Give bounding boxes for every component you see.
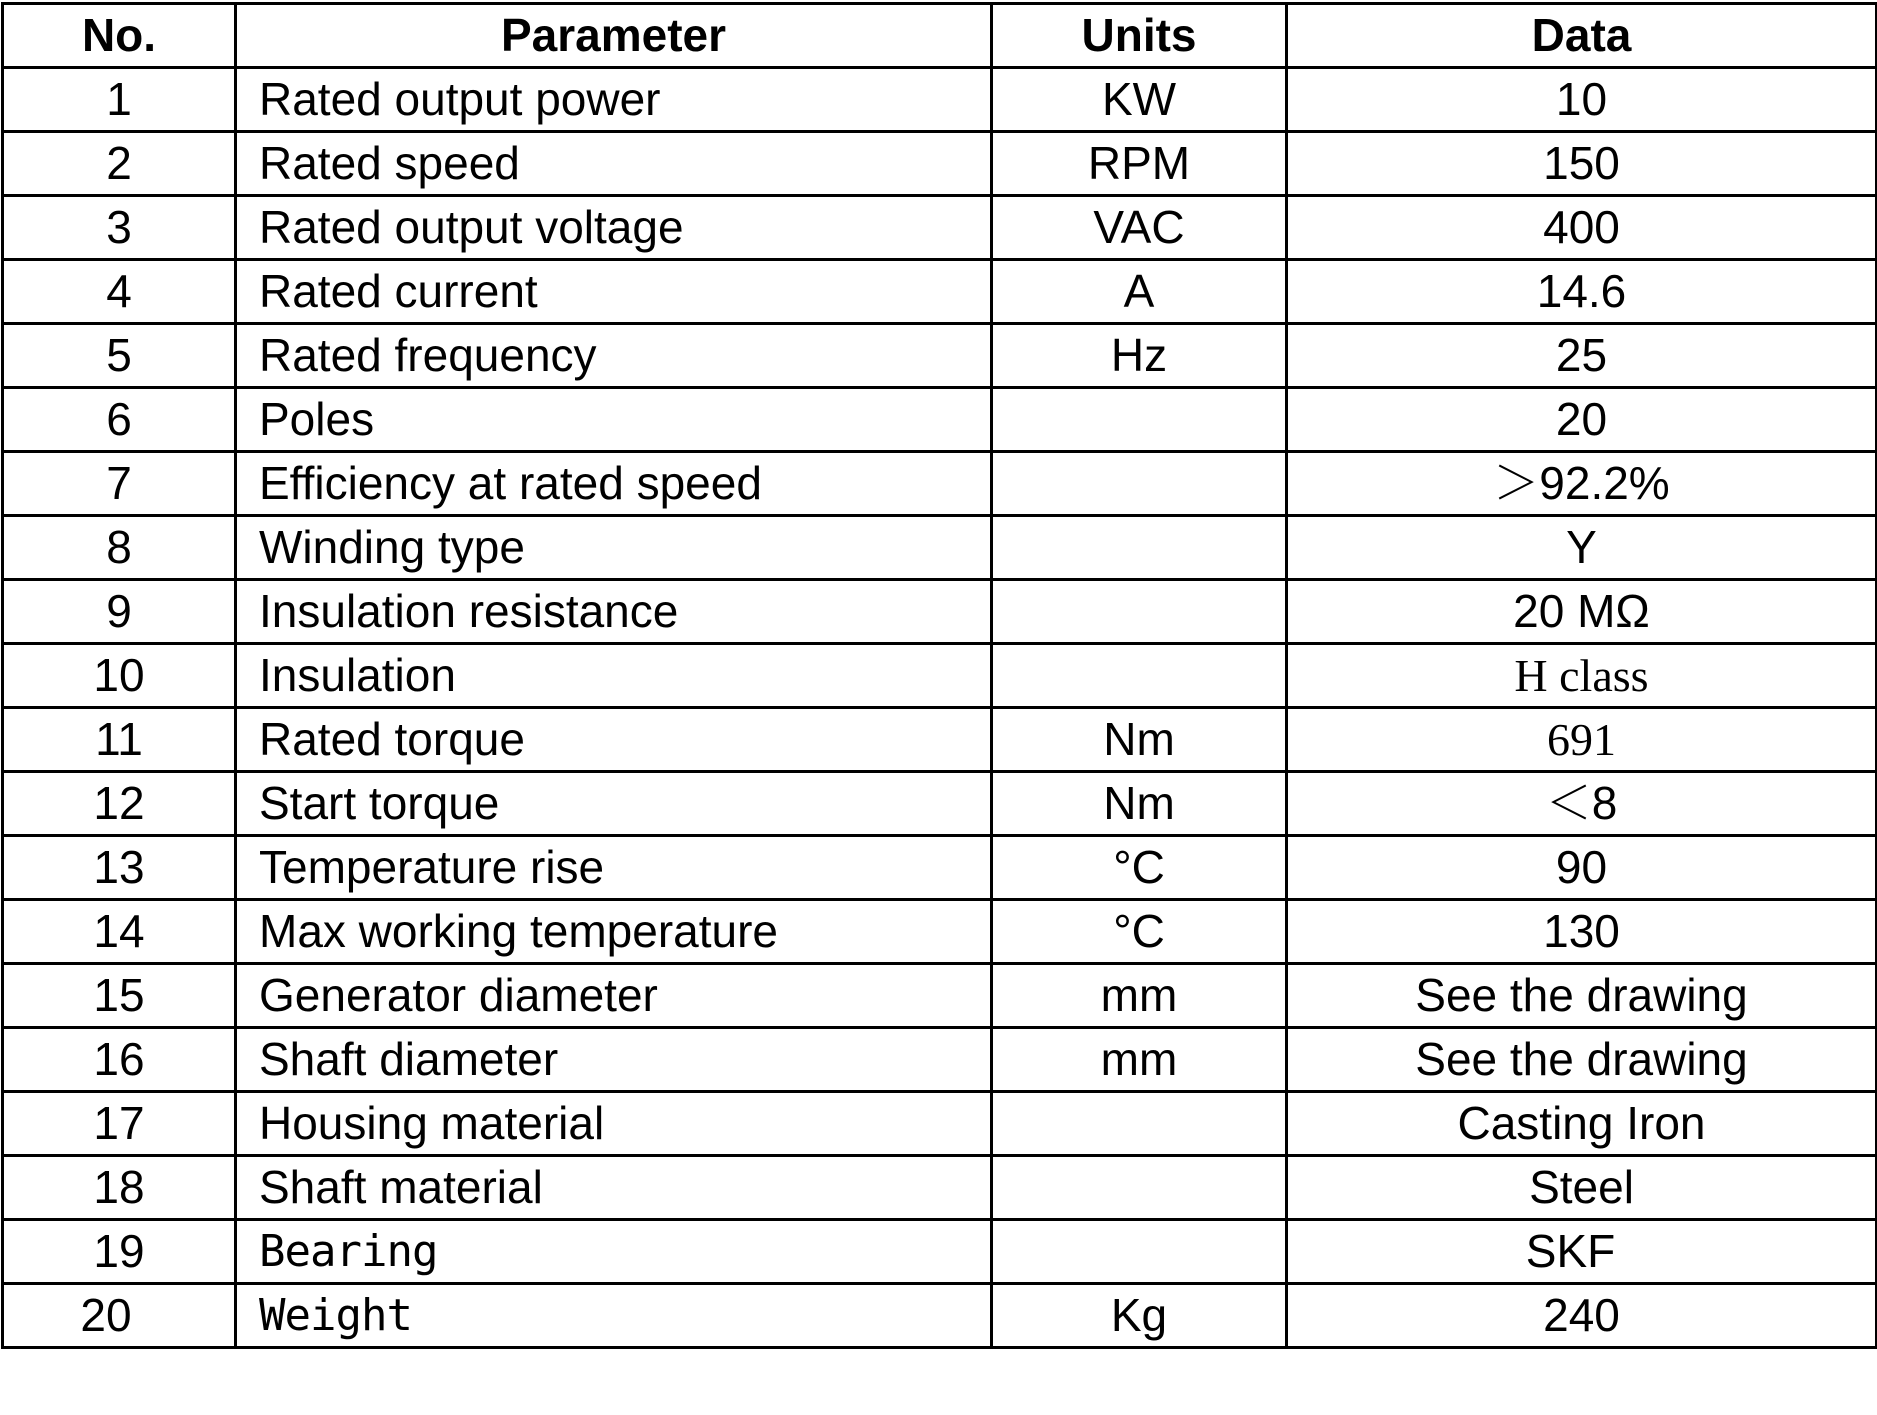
row-units <box>992 452 1287 516</box>
row-no: 19 <box>3 1220 236 1284</box>
header-units: Units <box>992 4 1287 68</box>
table-row <box>3 68 1877 132</box>
table-row <box>3 196 1877 260</box>
row-data: 25 <box>1287 324 1877 388</box>
table-row <box>3 1284 1877 1348</box>
row-units: Kg <box>992 1284 1287 1348</box>
table-row <box>3 1220 1877 1284</box>
row-data: Casting Iron <box>1287 1092 1877 1156</box>
row-units: mm <box>992 964 1287 1028</box>
row-data: 150 <box>1287 132 1877 196</box>
header-parameter: Parameter <box>236 4 992 68</box>
row-no: 18 <box>3 1156 236 1220</box>
header-data: Data <box>1287 4 1877 68</box>
table-row <box>3 708 1877 772</box>
row-no: 5 <box>3 324 236 388</box>
row-units <box>992 1220 1287 1284</box>
row-no: 6 <box>3 388 236 452</box>
table-row <box>3 324 1877 388</box>
row-units: Nm <box>992 708 1287 772</box>
row-parameter: Rated speed <box>236 132 992 196</box>
row-no: 1 <box>3 68 236 132</box>
table-row <box>3 1092 1877 1156</box>
row-data: 20 MΩ <box>1287 580 1877 644</box>
row-data: ＞92.2% <box>1287 452 1877 516</box>
row-units: mm <box>992 1028 1287 1092</box>
row-parameter: Rated frequency <box>236 324 992 388</box>
row-units: °C <box>992 900 1287 964</box>
row-no: 13 <box>3 836 236 900</box>
table-row <box>3 836 1877 900</box>
table-row <box>3 964 1877 1028</box>
row-no: 4 <box>3 260 236 324</box>
row-units <box>992 580 1287 644</box>
row-data: 400 <box>1287 196 1877 260</box>
row-units <box>992 644 1287 708</box>
row-parameter: Max working temperature <box>236 900 992 964</box>
row-no: 20 <box>3 1284 236 1348</box>
table-row <box>3 260 1877 324</box>
row-units <box>992 1092 1287 1156</box>
row-data: 90 <box>1287 836 1877 900</box>
row-parameter: Weight <box>236 1284 992 1348</box>
row-units: °C <box>992 836 1287 900</box>
row-parameter: Rated output power <box>236 68 992 132</box>
header-no: No. <box>3 4 236 68</box>
row-no: 12 <box>3 772 236 836</box>
table-row <box>3 900 1877 964</box>
row-parameter: Efficiency at rated speed <box>236 452 992 516</box>
row-data: SKF <box>1287 1220 1877 1284</box>
row-units: Nm <box>992 772 1287 836</box>
row-parameter: Rated output voltage <box>236 196 992 260</box>
row-data: Steel <box>1287 1156 1877 1220</box>
row-units: A <box>992 260 1287 324</box>
row-no: 8 <box>3 516 236 580</box>
row-data: 240 <box>1287 1284 1877 1348</box>
table-row <box>3 1028 1877 1092</box>
row-parameter: Rated torque <box>236 708 992 772</box>
row-parameter: Generator diameter <box>236 964 992 1028</box>
table-row <box>3 388 1877 452</box>
row-data: 10 <box>1287 68 1877 132</box>
row-data: See the drawing <box>1287 1028 1877 1092</box>
row-no: 11 <box>3 708 236 772</box>
row-parameter: Poles <box>236 388 992 452</box>
row-data: Y <box>1287 516 1877 580</box>
row-parameter: Rated current <box>236 260 992 324</box>
row-no: 3 <box>3 196 236 260</box>
row-parameter: Start torque <box>236 772 992 836</box>
row-parameter: Winding type <box>236 516 992 580</box>
row-parameter: Shaft diameter <box>236 1028 992 1092</box>
row-no: 7 <box>3 452 236 516</box>
header-row <box>3 4 1877 68</box>
row-no: 15 <box>3 964 236 1028</box>
row-data: H class <box>1287 644 1877 708</box>
row-units: KW <box>992 68 1287 132</box>
row-data: See the drawing <box>1287 964 1877 1028</box>
table-row <box>3 516 1877 580</box>
row-parameter: Shaft material <box>236 1156 992 1220</box>
row-units <box>992 388 1287 452</box>
row-parameter: Insulation resistance <box>236 580 992 644</box>
row-data: ＜8 <box>1287 772 1877 836</box>
row-no: 17 <box>3 1092 236 1156</box>
spec-table <box>1 2 1877 1349</box>
row-parameter: Housing material <box>236 1092 992 1156</box>
row-units: Hz <box>992 324 1287 388</box>
row-no: 2 <box>3 132 236 196</box>
row-no: 16 <box>3 1028 236 1092</box>
table-row <box>3 580 1877 644</box>
table-row <box>3 452 1877 516</box>
table-row <box>3 1156 1877 1220</box>
row-no: 14 <box>3 900 236 964</box>
row-data: 20 <box>1287 388 1877 452</box>
row-no: 10 <box>3 644 236 708</box>
row-parameter: Temperature rise <box>236 836 992 900</box>
row-data: 130 <box>1287 900 1877 964</box>
row-parameter: Insulation <box>236 644 992 708</box>
table-row <box>3 132 1877 196</box>
row-units <box>992 1156 1287 1220</box>
table-row <box>3 644 1877 708</box>
row-no: 9 <box>3 580 236 644</box>
row-data: 14.6 <box>1287 260 1877 324</box>
row-parameter: Bearing <box>236 1220 992 1284</box>
row-units: RPM <box>992 132 1287 196</box>
row-data: 691 <box>1287 708 1877 772</box>
row-units: VAC <box>992 196 1287 260</box>
row-units <box>992 516 1287 580</box>
table-row <box>3 772 1877 836</box>
